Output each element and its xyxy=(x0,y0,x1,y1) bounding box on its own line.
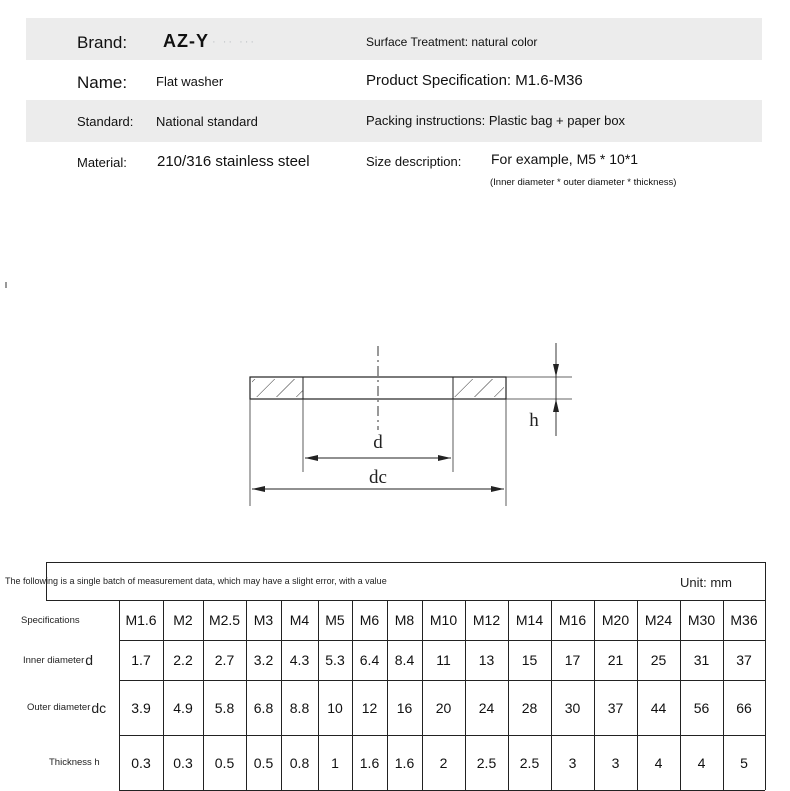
table-cell: M5 xyxy=(325,612,345,628)
table-cell: M24 xyxy=(644,612,673,628)
surface-treatment: Surface Treatment: natural color xyxy=(366,35,538,49)
table-cell: 56 xyxy=(693,699,710,716)
table-cell: 0.5 xyxy=(214,754,235,771)
table-cell: 5.8 xyxy=(214,699,235,716)
watermark-smudge: · ·· ··· xyxy=(212,36,257,48)
table-cell: 16 xyxy=(396,699,413,716)
table-cell: 44 xyxy=(650,699,667,716)
brand-label: Brand: xyxy=(77,33,128,52)
table-cell: 1.6 xyxy=(394,754,415,771)
material-label: Material: xyxy=(77,155,127,170)
table-cell: 4 xyxy=(654,754,663,771)
table-cell: 20 xyxy=(435,699,452,716)
table-cell: 25 xyxy=(650,652,667,668)
table-cell: 37 xyxy=(736,652,752,668)
table-cell: 10 xyxy=(327,699,343,716)
table-cell: 13 xyxy=(478,652,495,668)
table-cell: 2 xyxy=(439,754,448,771)
table-row-label: Specifications xyxy=(21,614,80,626)
table-cell: M2 xyxy=(173,612,193,628)
dc-label: dc xyxy=(369,467,387,488)
standard-value: National standard xyxy=(156,114,258,129)
brand-value: AZ-Y xyxy=(163,31,209,51)
table-cell: M4 xyxy=(289,612,310,628)
product-specification: Product Specification: M1.6-M36 xyxy=(366,72,583,89)
name-label: Name: xyxy=(77,73,128,92)
row-symbol: dc xyxy=(91,699,107,716)
material-value: 210/316 stainless steel xyxy=(157,153,310,170)
table-cell: 1 xyxy=(331,754,339,771)
table-cell: 28 xyxy=(521,699,538,716)
table-cell: 5 xyxy=(740,754,748,771)
table-cell: M12 xyxy=(472,612,501,628)
table-cell: 37 xyxy=(607,699,624,716)
washer-section-left xyxy=(252,379,303,397)
packing-instructions: Packing instructions: Plastic bag + paper box xyxy=(366,113,626,128)
row-symbol: d xyxy=(85,652,94,668)
table-cell: 3.2 xyxy=(253,652,274,668)
table-cell: 8.8 xyxy=(289,699,310,716)
table-cell: 0.8 xyxy=(289,754,310,771)
name-value: Flat washer xyxy=(156,74,224,89)
table-cell: 24 xyxy=(478,699,495,716)
standard-label: Standard: xyxy=(77,114,134,129)
table-cell: 0.5 xyxy=(253,754,274,771)
table-cell: 66 xyxy=(736,699,752,716)
table-border-top xyxy=(46,562,765,563)
table-cell: 2.7 xyxy=(214,652,235,668)
size-note: (Inner diameter * outer diameter * thickness) xyxy=(490,177,677,188)
table-cell: 2.2 xyxy=(173,652,193,668)
table-cell: 2.5 xyxy=(476,754,497,771)
table-cell: M1.6 xyxy=(125,612,157,628)
table-cell: 3 xyxy=(611,754,620,771)
size-example: For example, M5 * 10*1 xyxy=(491,151,639,167)
table-cell: 2.5 xyxy=(519,754,540,771)
table-cell: 21 xyxy=(607,652,624,668)
table-cell: M30 xyxy=(687,612,716,628)
table-cell: 6.8 xyxy=(253,699,274,716)
table-cell: 31 xyxy=(693,652,710,668)
table-cell: 17 xyxy=(564,652,581,668)
table-cell: 4.9 xyxy=(173,699,193,716)
table-cell: M10 xyxy=(429,612,458,628)
table-cell: 1.7 xyxy=(131,652,151,668)
table-cell: 1.6 xyxy=(359,754,380,771)
table-cell: 5.3 xyxy=(325,652,345,668)
size-label: Size description: xyxy=(366,154,462,169)
table-row-label: Outer diameter dc xyxy=(27,699,107,716)
table-cell: M14 xyxy=(515,612,544,628)
table-cell: M2.5 xyxy=(208,612,241,628)
table-cell: M16 xyxy=(558,612,587,628)
table-cell: 0.3 xyxy=(131,754,151,771)
table-cell: M6 xyxy=(359,612,380,628)
table-cell: 12 xyxy=(361,699,378,716)
table-cell: M20 xyxy=(601,612,630,628)
table-cell: 3.9 xyxy=(131,699,151,716)
table-cell: 4 xyxy=(697,754,706,771)
table-row-label: Inner diameter d xyxy=(23,652,94,668)
table-note: The following is a single batch of measurement data, which may have a slight error, with a value xyxy=(5,576,387,586)
table-cell: M3 xyxy=(253,612,274,628)
table-unit: Unit: mm xyxy=(680,575,732,590)
table-cell: 11 xyxy=(436,652,451,668)
table-cell: M36 xyxy=(730,612,758,628)
table-cell: 0.3 xyxy=(173,754,193,771)
table-cell: 8.4 xyxy=(394,652,415,668)
washer-section-right xyxy=(453,379,504,397)
table-cell: 30 xyxy=(564,699,581,716)
table-cell: 3 xyxy=(568,754,577,771)
table-row-label: Thickness h xyxy=(49,757,100,768)
table-cell: M8 xyxy=(394,612,415,628)
h-label: h xyxy=(529,410,539,431)
table-cell: 6.4 xyxy=(359,652,380,668)
table-cell: 15 xyxy=(521,652,538,668)
measurement-table xyxy=(0,562,766,790)
washer-outline xyxy=(250,377,506,399)
d-label: d xyxy=(373,432,383,453)
table-cell: 4.3 xyxy=(289,652,310,668)
table-border-right xyxy=(765,562,766,790)
